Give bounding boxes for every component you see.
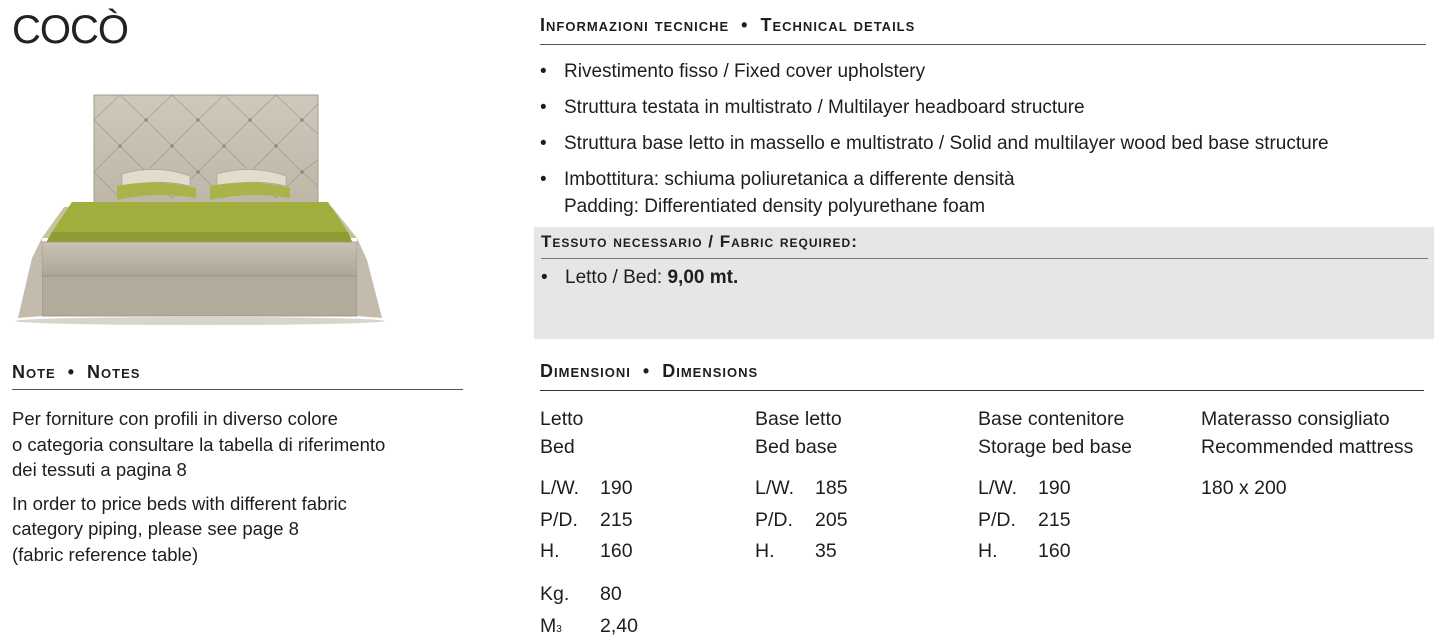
technical-heading: Informazioni tecniche • Technical details [540,15,1426,45]
weight-value: 80 [600,582,622,605]
dimension-value: 35 [815,540,837,562]
notes-line: dei tessuti a pagina 8 [12,459,187,480]
technical-heading-en: Technical details [760,15,916,35]
dimensions-heading: Dimensioni • Dimensions [540,361,1424,391]
dimension-value: 190 [1038,477,1071,499]
dimensions-column-bed [540,405,638,642]
technical-list [540,58,1430,229]
notes-heading: Note • Notes [12,362,463,390]
technical-item-text: Imbottitura: schiuma poliuretanica a differente densità [564,169,1015,190]
dimension-row [540,536,638,568]
technical-item [540,58,1430,85]
notes-paragraph-en [12,491,467,568]
dimension-value: 215 [1038,508,1071,531]
fabric-heading: Tessuto necessario / Fabric required: [541,232,1428,259]
column-title-it: Base contenitore [978,408,1125,430]
column-title-en: Bed [540,436,575,458]
dimension-row [755,473,848,505]
notes-line: Per forniture con profili in diverso colore [12,408,338,429]
technical-item-text-en: Padding: Differentiated density polyurethane foam [564,196,986,217]
column-title-it: Base letto [755,408,842,430]
dimension-row [978,473,1132,505]
volume-label [540,610,600,642]
technical-item-text: Rivestimento fisso / Fixed cover upholstery [564,61,926,82]
dimension-value: 185 [815,477,848,499]
column-title-en: Recommended mattress [1201,436,1414,458]
notes-line: category piping, please see page 8 [12,518,299,539]
weight-label: Kg. [540,582,570,605]
fabric-item [541,267,738,289]
bed-image [12,90,387,328]
technical-item [540,130,1430,157]
column-title-it: Materasso consigliato [1201,408,1390,430]
dimensions-column-mattress [1201,405,1413,505]
column-title-en: Bed base [755,436,838,458]
dimension-key: H. [540,540,560,562]
notes-body [12,406,467,575]
mattress-size: 180 x 200 [1201,477,1287,499]
dimension-key: L/W. [755,477,795,499]
column-title-it: Letto [540,408,584,430]
dimension-key: P/D. [540,508,578,531]
dimension-key: H. [755,540,775,562]
column-title-en: Storage bed base [978,436,1132,458]
fabric-required-box [534,227,1434,339]
dimensions-column-storage-base [978,405,1132,568]
fabric-item-value: 9,00 mt. [667,267,739,288]
volume-row [540,610,638,642]
fabric-item-label: Letto / Bed: [565,267,668,288]
dimension-value: 160 [600,540,633,562]
notes-line: (fabric reference table) [12,543,199,565]
dimension-key: P/D. [978,508,1016,531]
dimension-key: H. [978,540,998,562]
notes-line: In order to price beds with different fabric [12,492,347,514]
volume-unit: M [540,614,557,637]
dimensions-heading-it: Dimensioni [540,361,631,381]
notes-paragraph-it [12,406,467,483]
dimension-value: 190 [600,477,633,499]
dimension-value: 205 [815,508,848,531]
dimension-row [978,536,1132,568]
dimension-value: 215 [600,508,633,531]
technical-item [540,166,1430,220]
weight-row [540,578,638,610]
dimension-value: 160 [1038,540,1071,562]
dimension-row [540,505,638,537]
dimension-row [755,536,848,568]
dimension-row [540,473,638,505]
notes-heading-it: Note [12,362,56,382]
dimension-row [755,505,848,537]
dimension-key: P/D. [755,508,793,531]
technical-item [540,94,1430,121]
product-title: COCÒ [12,8,128,52]
volume-unit-exponent: 3 [556,623,562,635]
dimensions-heading-en: Dimensions [662,361,759,381]
notes-heading-en: Notes [87,362,141,382]
dimension-key: L/W. [978,477,1018,499]
dimensions-column-bed-base [755,405,848,568]
dimension-key: L/W. [540,477,580,499]
technical-item-text: Struttura base letto in massello e multistrato / Solid and multilayer wood bed base structure [564,133,1329,154]
technical-heading-it: Informazioni tecniche [540,15,730,35]
volume-value: 2,40 [600,614,638,637]
dimension-row [978,505,1132,537]
notes-line: o categoria consultare la tabella di riferimento [12,433,386,455]
technical-item-text: Struttura testata in multistrato / Multilayer headboard structure [564,97,1085,118]
